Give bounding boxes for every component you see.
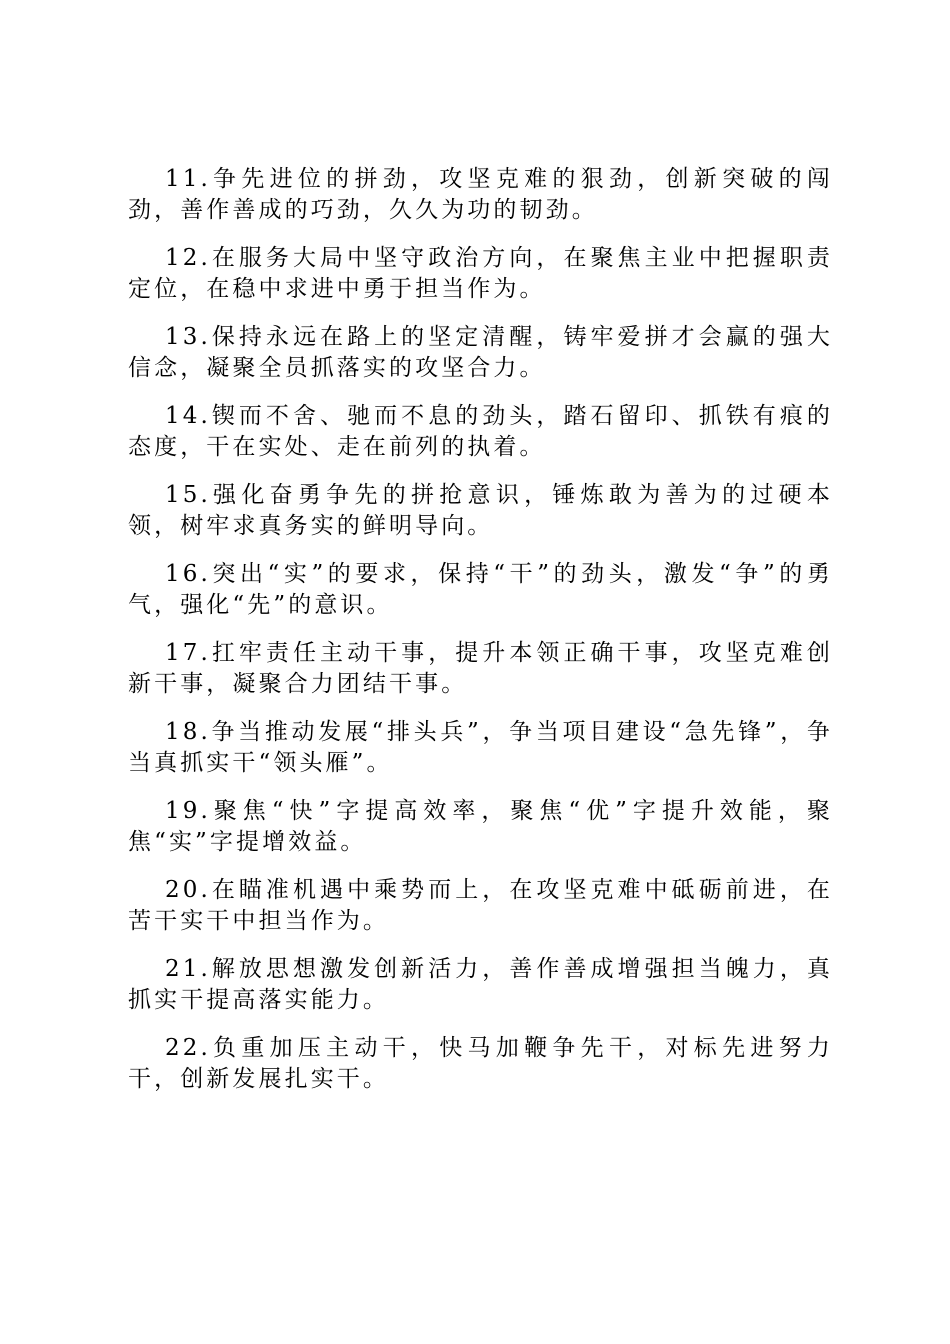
list-item-22: 22.负重加压主动干，快马加鞭争先干，对标先进努力干，创新发展扎实干。 xyxy=(128,1035,833,1092)
list-item-17: 17.扛牢责任主动干事，提升本领正确干事，攻坚克难创新干事，凝聚合力团结干事。 xyxy=(128,640,833,697)
list-item-13: 13.保持永远在路上的坚定清醒，铸牢爱拼才会赢的强大信念，凝聚全员抓落实的攻坚合力。 xyxy=(128,324,833,381)
list-item-15: 15.强化奋勇争先的拼抢意识，锤炼敢为善为的过硬本领，树牢求真务实的鲜明导向。 xyxy=(128,482,833,539)
document-body xyxy=(128,164,833,1112)
list-item-20: 20.在瞄准机遇中乘势而上，在攻坚克难中砥砺前进，在苦干实干中担当作为。 xyxy=(128,877,833,934)
list-item-21: 21.解放思想激发创新活力，善作善成增强担当魄力，真抓实干提高落实能力。 xyxy=(128,956,833,1013)
list-item-19: 19.聚焦“快”字提高效率，聚焦“优”字提升效能，聚焦“实”字提增效益。 xyxy=(128,798,833,855)
list-item-12: 12.在服务大局中坚守政治方向，在聚焦主业中把握职责定位，在稳中求进中勇于担当作为。 xyxy=(128,245,833,302)
list-item-16: 16.突出“实”的要求，保持“干”的劲头，激发“争”的勇气，强化“先”的意识。 xyxy=(128,561,833,618)
list-item-18: 18.争当推动发展“排头兵”，争当项目建设“急先锋”，争当真抓实干“领头雁”。 xyxy=(128,719,833,776)
list-item-11: 11.争先进位的拼劲，攻坚克难的狠劲，创新突破的闯劲，善作善成的巧劲，久久为功的韧劲。 xyxy=(128,166,833,223)
list-item-14: 14.锲而不舍、驰而不息的劲头，踏石留印、抓铁有痕的态度，干在实处、走在前列的执着。 xyxy=(128,403,833,460)
